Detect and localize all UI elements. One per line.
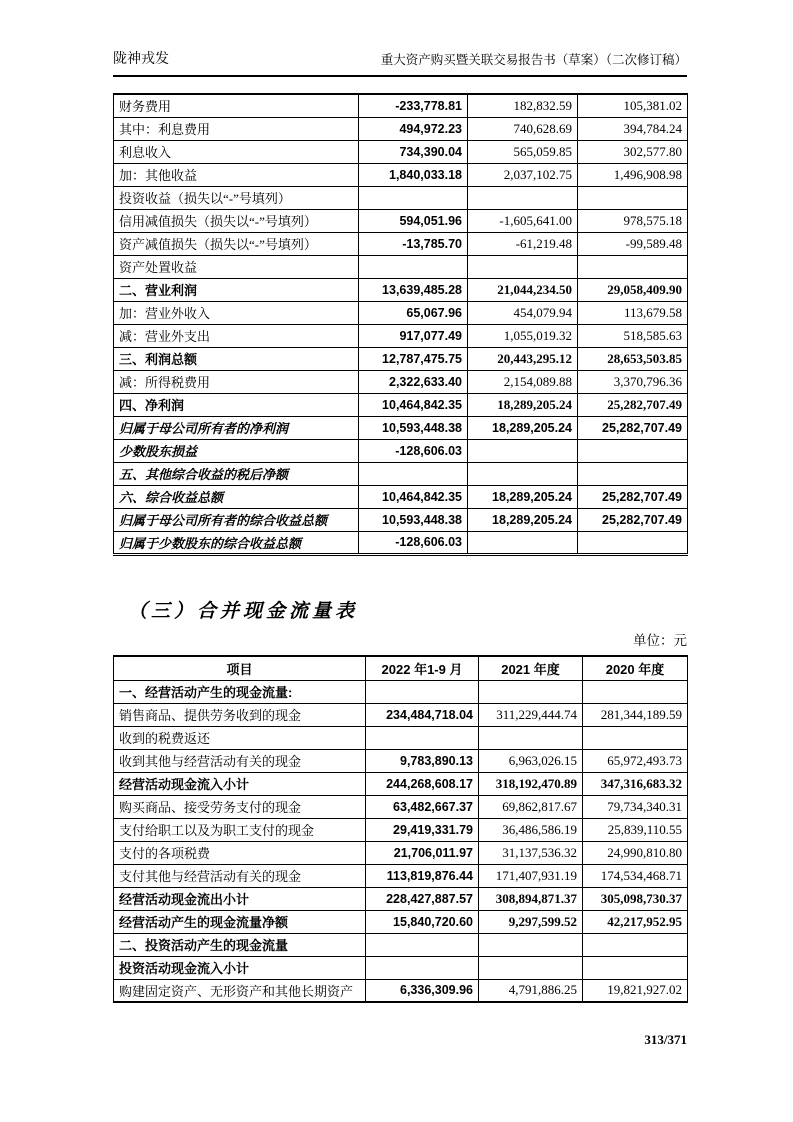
table-row — [114, 887, 688, 910]
row-value: 174,534,468.71 — [583, 864, 688, 887]
row-label: 三、利润总额 — [114, 347, 359, 370]
table-row — [114, 416, 688, 439]
table-row — [114, 956, 688, 979]
row-value: -13,785.70 — [359, 232, 468, 255]
row-value: 305,098,730.37 — [583, 887, 688, 910]
table-header-row — [114, 656, 688, 680]
row-value: 19,821,927.02 — [583, 979, 688, 1002]
row-value: 25,282,707.49 — [578, 393, 688, 416]
row-value: 1,496,908.98 — [578, 163, 688, 186]
row-value — [468, 186, 578, 209]
row-value: 4,791,886.25 — [479, 979, 583, 1002]
table-row — [114, 347, 688, 370]
row-label: 收到其他与经营活动有关的现金 — [114, 749, 366, 772]
row-value — [583, 726, 688, 749]
table-row — [114, 910, 688, 933]
table-row — [114, 439, 688, 462]
row-value: 740,628.69 — [468, 117, 578, 140]
table-row — [114, 301, 688, 324]
table-row — [114, 703, 688, 726]
row-value: 9,297,599.52 — [479, 910, 583, 933]
row-value: 3,370,796.36 — [578, 370, 688, 393]
row-value: 18,289,205.24 — [468, 485, 578, 508]
table-row — [114, 531, 688, 554]
row-value — [359, 255, 468, 278]
row-value: 15,840,720.60 — [366, 910, 479, 933]
row-label: 减：所得税费用 — [114, 370, 359, 393]
table-row — [114, 749, 688, 772]
table-row — [114, 140, 688, 163]
row-value: 18,289,205.24 — [468, 508, 578, 531]
row-label: 财务费用 — [114, 94, 359, 117]
row-value: 18,289,205.24 — [468, 416, 578, 439]
row-value: 494,972.23 — [359, 117, 468, 140]
row-value — [578, 186, 688, 209]
row-label: 减：营业外支出 — [114, 324, 359, 347]
unit-label: 单位：元 — [633, 633, 687, 648]
row-value: 29,058,409.90 — [578, 278, 688, 301]
row-value: 1,055,019.32 — [468, 324, 578, 347]
header-company-name: 陇神戎发 — [113, 52, 169, 67]
row-label: 投资活动现金流入小计 — [114, 956, 366, 979]
row-label: 支付给职工以及为职工支付的现金 — [114, 818, 366, 841]
row-value: 12,787,475.75 — [359, 347, 468, 370]
row-value: 454,079.94 — [468, 301, 578, 324]
row-label: 一、经营活动产生的现金流量: — [114, 680, 366, 703]
row-label: 销售商品、提供劳务收到的现金 — [114, 703, 366, 726]
row-label: 归属于少数股东的综合收益总额 — [114, 531, 359, 554]
row-value: 69,862,817.67 — [479, 795, 583, 818]
row-value: 36,486,586.19 — [479, 818, 583, 841]
row-label: 购建固定资产、无形资产和其他长期资产 — [114, 979, 366, 1002]
row-label: 四、净利润 — [114, 393, 359, 416]
row-value — [583, 956, 688, 979]
row-value — [366, 956, 479, 979]
row-label: 六、综合收益总额 — [114, 485, 359, 508]
row-label: 经营活动现金流出小计 — [114, 887, 366, 910]
table-row — [114, 680, 688, 703]
row-value: 2,322,633.40 — [359, 370, 468, 393]
table-row — [114, 370, 688, 393]
row-value: 24,990,810.80 — [583, 841, 688, 864]
row-value — [479, 726, 583, 749]
table-row — [114, 94, 688, 117]
row-value: -233,778.81 — [359, 94, 468, 117]
table-row — [114, 772, 688, 795]
row-value: 25,839,110.55 — [583, 818, 688, 841]
row-label: 资产减值损失（损失以“-”号填列） — [114, 232, 359, 255]
row-value — [578, 439, 688, 462]
table-row — [114, 795, 688, 818]
row-value: 171,407,931.19 — [479, 864, 583, 887]
row-label: 少数股东损益 — [114, 439, 359, 462]
document-header — [113, 48, 687, 77]
row-value: -128,606.03 — [359, 439, 468, 462]
column-header-2022: 2022 年1-9 月 — [366, 656, 479, 680]
page-number: 313/371 — [644, 1032, 687, 1047]
row-value: 594,051.96 — [359, 209, 468, 232]
row-label: 利息收入 — [114, 140, 359, 163]
row-label: 加：其他收益 — [114, 163, 359, 186]
column-header-2021: 2021 年度 — [479, 656, 583, 680]
row-value: 311,229,444.74 — [479, 703, 583, 726]
row-label: 投资收益（损失以“-”号填列） — [114, 186, 359, 209]
row-value: 13,639,485.28 — [359, 278, 468, 301]
row-value: 29,419,331.79 — [366, 818, 479, 841]
table-row — [114, 508, 688, 531]
table-row — [114, 933, 688, 956]
row-label: 五、其他综合收益的税后净额 — [114, 462, 359, 485]
row-value: 79,734,340.31 — [583, 795, 688, 818]
row-label: 归属于母公司所有者的净利润 — [114, 416, 359, 439]
row-value: 105,381.02 — [578, 94, 688, 117]
row-value: 25,282,707.49 — [578, 508, 688, 531]
row-value — [479, 956, 583, 979]
row-value: 21,044,234.50 — [468, 278, 578, 301]
row-value: -61,219.48 — [468, 232, 578, 255]
table-row — [114, 324, 688, 347]
table-row — [114, 255, 688, 278]
row-label: 支付其他与经营活动有关的现金 — [114, 864, 366, 887]
row-value: 65,067.96 — [359, 301, 468, 324]
table-row — [114, 841, 688, 864]
table-row — [114, 462, 688, 485]
row-label: 支付的各项税费 — [114, 841, 366, 864]
row-label: 资产处置收益 — [114, 255, 359, 278]
income-statement-table — [113, 93, 688, 556]
row-value: 318,192,470.89 — [479, 772, 583, 795]
row-value: 281,344,189.59 — [583, 703, 688, 726]
table-row — [114, 278, 688, 301]
cash-flow-table — [113, 655, 688, 1003]
row-value: 113,679.58 — [578, 301, 688, 324]
row-label: 二、投资活动产生的现金流量 — [114, 933, 366, 956]
row-label: 经营活动产生的现金流量净额 — [114, 910, 366, 933]
row-value: 518,585.63 — [578, 324, 688, 347]
column-header-2020: 2020 年度 — [583, 656, 688, 680]
table-row — [114, 117, 688, 140]
row-value: 917,077.49 — [359, 324, 468, 347]
row-value — [468, 439, 578, 462]
row-value: 65,972,493.73 — [583, 749, 688, 772]
row-value: 394,784.24 — [578, 117, 688, 140]
row-value — [359, 186, 468, 209]
row-value: 10,593,448.38 — [359, 508, 468, 531]
row-value: 113,819,876.44 — [366, 864, 479, 887]
row-value: -99,589.48 — [578, 232, 688, 255]
row-value: -1,605,641.00 — [468, 209, 578, 232]
row-value: 302,577.80 — [578, 140, 688, 163]
table-row — [114, 485, 688, 508]
table-row — [114, 818, 688, 841]
row-value — [578, 531, 688, 554]
row-value: 308,894,871.37 — [479, 887, 583, 910]
row-value — [366, 726, 479, 749]
row-label: 归属于母公司所有者的综合收益总额 — [114, 508, 359, 531]
section-heading: （三）合并现金流量表 — [128, 601, 359, 622]
row-value: 21,706,011.97 — [366, 841, 479, 864]
row-value — [468, 531, 578, 554]
row-value: 182,832.59 — [468, 94, 578, 117]
row-value: 978,575.18 — [578, 209, 688, 232]
row-value: 6,963,026.15 — [479, 749, 583, 772]
row-value: 347,316,683.32 — [583, 772, 688, 795]
table-row — [114, 232, 688, 255]
row-value: 25,282,707.49 — [578, 485, 688, 508]
row-label: 加：营业外收入 — [114, 301, 359, 324]
row-value: 565,059.85 — [468, 140, 578, 163]
row-value: 6,336,309.96 — [366, 979, 479, 1002]
row-label: 信用减值损失（损失以“-”号填列） — [114, 209, 359, 232]
row-value — [468, 462, 578, 485]
row-value: -128,606.03 — [359, 531, 468, 554]
row-value — [583, 680, 688, 703]
row-value: 18,289,205.24 — [468, 393, 578, 416]
row-value: 2,037,102.75 — [468, 163, 578, 186]
table-row — [114, 393, 688, 416]
row-value: 25,282,707.49 — [578, 416, 688, 439]
row-value: 63,482,667.37 — [366, 795, 479, 818]
row-value: 228,427,887.57 — [366, 887, 479, 910]
row-value: 42,217,952.95 — [583, 910, 688, 933]
row-value — [583, 933, 688, 956]
row-value: 10,464,842.35 — [359, 485, 468, 508]
row-value: 31,137,536.32 — [479, 841, 583, 864]
table-row — [114, 979, 688, 1002]
row-value: 9,783,890.13 — [366, 749, 479, 772]
row-label: 收到的税费返还 — [114, 726, 366, 749]
row-label: 二、营业利润 — [114, 278, 359, 301]
row-value — [578, 255, 688, 278]
row-value: 244,268,608.17 — [366, 772, 479, 795]
row-label: 购买商品、接受劳务支付的现金 — [114, 795, 366, 818]
row-value — [578, 462, 688, 485]
row-value: 234,484,718.04 — [366, 703, 479, 726]
header-doc-title: 重大资产购买暨关联交易报告书（草案）（二次修订稿） — [380, 53, 687, 67]
row-value — [468, 255, 578, 278]
row-value — [366, 680, 479, 703]
row-value: 20,443,295.12 — [468, 347, 578, 370]
row-value: 28,653,503.85 — [578, 347, 688, 370]
row-label: 其中：利息费用 — [114, 117, 359, 140]
table-row — [114, 186, 688, 209]
row-value — [479, 680, 583, 703]
table-row — [114, 163, 688, 186]
row-value — [479, 933, 583, 956]
row-label: 经营活动现金流入小计 — [114, 772, 366, 795]
row-value — [359, 462, 468, 485]
table-row — [114, 726, 688, 749]
row-value: 10,593,448.38 — [359, 416, 468, 439]
row-value: 2,154,089.88 — [468, 370, 578, 393]
table-row — [114, 209, 688, 232]
row-value: 10,464,842.35 — [359, 393, 468, 416]
row-value — [366, 933, 479, 956]
row-value: 1,840,033.18 — [359, 163, 468, 186]
row-value: 734,390.04 — [359, 140, 468, 163]
table-row — [114, 864, 688, 887]
column-header-item: 项目 — [114, 656, 366, 680]
